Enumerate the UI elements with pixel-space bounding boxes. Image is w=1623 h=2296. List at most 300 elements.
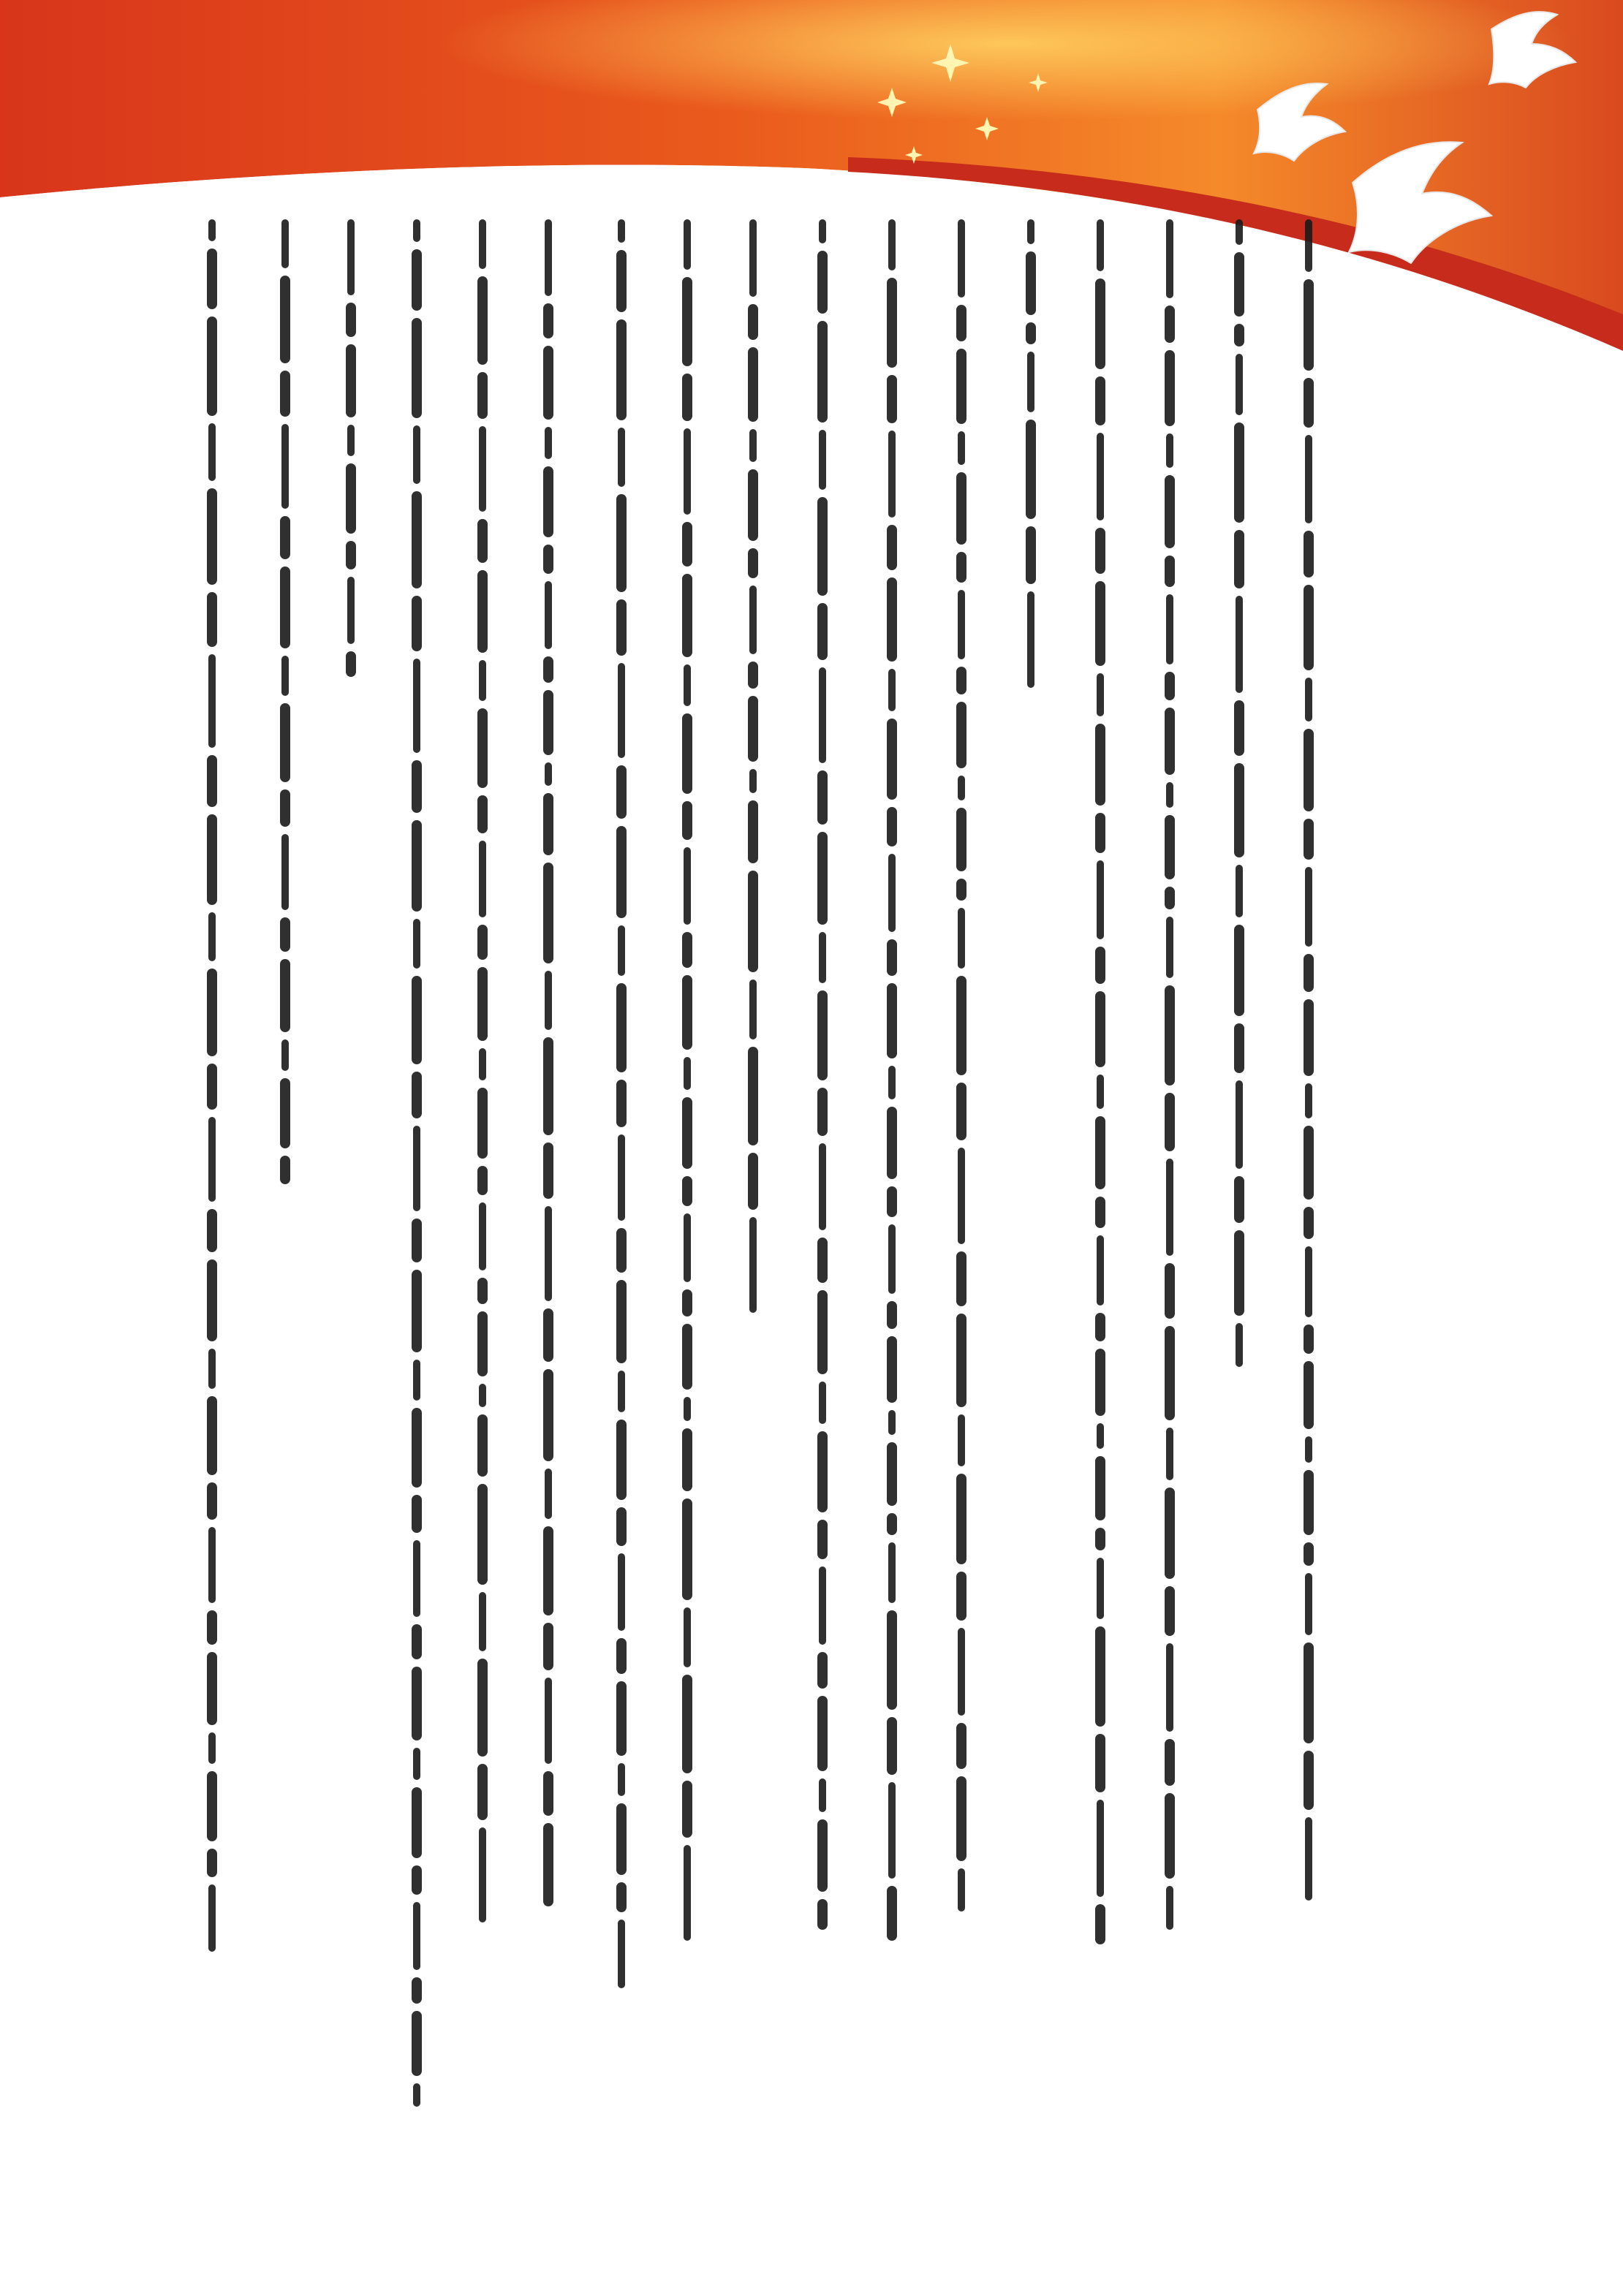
word-glyph: [1234, 530, 1244, 588]
word-glyph: [817, 1431, 828, 1512]
word-glyph: [412, 976, 422, 1064]
word-glyph: [817, 770, 828, 825]
word-glyph: [958, 1148, 965, 1244]
word-glyph: [887, 983, 897, 1058]
word-glyph: [1095, 1528, 1105, 1550]
word-glyph: [1095, 813, 1105, 853]
word-glyph: [749, 980, 757, 1039]
word-glyph: [1165, 1263, 1175, 1319]
word-glyph: [1236, 1080, 1243, 1169]
word-glyph: [543, 1037, 553, 1135]
word-glyph: [208, 912, 216, 961]
word-glyph: [684, 847, 691, 925]
word-glyph: [1166, 1159, 1173, 1256]
word-glyph: [819, 1778, 826, 1812]
word-glyph: [543, 303, 553, 338]
word-glyph: [817, 832, 828, 925]
word-glyph: [1304, 1643, 1314, 1743]
word-glyph: [1095, 1626, 1105, 1727]
word-glyph: [817, 1899, 828, 1930]
word-glyph: [545, 971, 552, 1030]
word-glyph: [1097, 1558, 1104, 1619]
word-glyph: [748, 871, 758, 972]
word-glyph: [958, 219, 965, 298]
word-glyph: [1166, 782, 1173, 808]
word-glyph: [545, 762, 552, 786]
word-glyph: [749, 429, 757, 462]
word-glyph: [958, 431, 965, 465]
word-glyph: [887, 1610, 897, 1710]
word-glyph: [956, 1083, 966, 1140]
word-glyph: [477, 1484, 488, 1585]
word-glyph: [412, 318, 422, 418]
word-glyph: [1097, 1075, 1104, 1109]
word-glyph: [1026, 420, 1036, 519]
word-glyph: [887, 1301, 897, 1329]
word-glyph: [956, 472, 966, 545]
word-glyph: [1097, 1800, 1104, 1897]
word-glyph: [477, 1764, 488, 1820]
word-glyph: [477, 519, 488, 563]
word-glyph: [888, 669, 896, 711]
word-glyph: [208, 1884, 216, 1952]
word-glyph: [887, 577, 897, 662]
word-glyph: [888, 1410, 896, 1435]
word-glyph: [280, 1156, 290, 1184]
word-glyph: [1304, 378, 1314, 428]
word-glyph: [618, 428, 625, 487]
word-glyph: [346, 303, 356, 337]
word-glyph: [413, 1902, 420, 1970]
word-glyph: [208, 219, 216, 241]
word-glyph: [1304, 585, 1314, 670]
word-glyph: [412, 1667, 422, 1740]
word-glyph: [479, 1592, 486, 1651]
word-glyph: [616, 1638, 627, 1674]
word-glyph: [1305, 1573, 1312, 1635]
word-glyph: [1234, 252, 1244, 317]
word-glyph: [543, 863, 553, 963]
word-glyph: [543, 466, 553, 537]
word-glyph: [477, 1088, 488, 1159]
word-glyph: [477, 795, 488, 833]
word-glyph: [684, 1397, 691, 1421]
word-glyph: [477, 570, 488, 653]
word-glyph: [748, 696, 758, 762]
word-glyph: [819, 1143, 826, 1230]
word-glyph: [207, 317, 217, 416]
word-glyph: [1304, 999, 1314, 1076]
word-glyph: [1166, 1886, 1173, 1930]
word-glyph: [748, 800, 758, 863]
word-glyph: [412, 1977, 422, 2004]
word-glyph: [888, 1782, 896, 1879]
word-glyph: [1234, 423, 1244, 523]
word-glyph: [684, 1057, 691, 1090]
word-glyph: [817, 990, 828, 1080]
text-column: [877, 219, 907, 1948]
word-glyph: [543, 346, 553, 420]
word-glyph: [543, 656, 553, 683]
word-glyph: [1095, 581, 1105, 666]
word-glyph: [281, 656, 289, 696]
word-glyph: [347, 577, 355, 644]
word-glyph: [412, 1495, 422, 1533]
word-glyph: [545, 1206, 552, 1301]
word-glyph: [616, 765, 627, 819]
word-glyph: [682, 801, 692, 840]
word-glyph: [887, 719, 897, 800]
word-glyph: [1027, 352, 1034, 412]
word-glyph: [280, 917, 290, 952]
word-glyph: [545, 427, 552, 459]
vertical-text-block: [183, 219, 1426, 2091]
word-glyph: [207, 1849, 217, 1877]
word-glyph: [956, 1474, 966, 1564]
word-glyph: [616, 1507, 627, 1546]
word-glyph: [1305, 1436, 1312, 1463]
word-glyph: [413, 919, 420, 969]
word-glyph: [1165, 475, 1175, 548]
word-glyph: [280, 959, 290, 1032]
word-glyph: [1166, 917, 1173, 978]
word-glyph: [413, 1540, 420, 1617]
word-glyph: [956, 1314, 966, 1407]
word-glyph: [1097, 673, 1104, 716]
word-glyph: [618, 663, 625, 758]
word-glyph: [887, 375, 897, 423]
word-glyph: [543, 1308, 553, 1362]
word-glyph: [207, 488, 217, 585]
word-glyph: [956, 1251, 966, 1306]
word-glyph: [817, 1290, 828, 1374]
word-glyph: [281, 424, 289, 509]
word-glyph: [956, 1723, 966, 1769]
text-column: [808, 219, 837, 1937]
word-glyph: [1165, 887, 1175, 909]
word-glyph: [1304, 531, 1314, 577]
text-column: [1016, 219, 1045, 695]
word-glyph: [887, 278, 897, 368]
word-glyph: [819, 219, 826, 243]
word-glyph: [543, 1771, 553, 1816]
word-glyph: [682, 1781, 692, 1838]
word-glyph: [1236, 865, 1243, 917]
text-column: [1225, 219, 1254, 1374]
word-glyph: [748, 662, 758, 689]
word-glyph: [817, 497, 828, 596]
word-glyph: [207, 592, 217, 647]
word-glyph: [887, 1886, 897, 1941]
word-glyph: [207, 755, 217, 807]
word-glyph: [1095, 1313, 1105, 1341]
word-glyph: [958, 590, 965, 659]
word-glyph: [412, 491, 422, 588]
word-glyph: [684, 428, 691, 515]
word-glyph: [887, 939, 897, 976]
word-glyph: [1234, 1023, 1244, 1073]
word-glyph: [956, 808, 966, 871]
text-column: [1086, 219, 1115, 1952]
word-glyph: [682, 1675, 692, 1773]
word-glyph: [956, 1572, 966, 1621]
word-glyph: [616, 983, 627, 1072]
word-glyph: [817, 1696, 828, 1771]
word-glyph: [1165, 306, 1175, 343]
word-glyph: [817, 1652, 828, 1689]
word-glyph: [1236, 596, 1243, 693]
word-glyph: [1305, 678, 1312, 721]
word-glyph: [819, 1382, 826, 1424]
word-glyph: [956, 305, 966, 341]
word-glyph: [207, 1064, 217, 1110]
text-column: [197, 219, 227, 1959]
word-glyph: [543, 545, 553, 574]
word-glyph: [207, 1610, 217, 1645]
word-glyph: [1095, 528, 1105, 574]
word-glyph: [477, 925, 488, 960]
word-glyph: [280, 276, 290, 363]
word-glyph: [412, 596, 422, 651]
word-glyph: [1304, 1542, 1314, 1566]
word-glyph: [346, 651, 356, 677]
word-glyph: [958, 776, 965, 800]
word-glyph: [281, 834, 289, 910]
word-glyph: [413, 2083, 420, 2107]
word-glyph: [1305, 1246, 1312, 1317]
word-glyph: [1027, 219, 1034, 244]
word-glyph: [682, 374, 692, 421]
word-glyph: [1165, 350, 1175, 426]
word-glyph: [749, 219, 757, 297]
word-glyph: [1236, 354, 1243, 415]
word-glyph: [1095, 1734, 1105, 1792]
word-glyph: [1095, 947, 1105, 984]
word-glyph: [280, 516, 290, 559]
word-glyph: [346, 344, 356, 417]
word-glyph: [684, 1845, 691, 1941]
word-glyph: [618, 219, 625, 243]
word-glyph: [1095, 376, 1105, 425]
word-glyph: [545, 581, 552, 649]
word-glyph: [1097, 860, 1104, 939]
word-glyph: [1095, 1456, 1105, 1520]
word-glyph: [1095, 724, 1105, 806]
word-glyph: [1095, 1349, 1105, 1416]
word-glyph: [412, 760, 422, 813]
word-glyph: [1165, 1093, 1175, 1151]
word-glyph: [958, 1414, 965, 1466]
word-glyph: [1166, 1428, 1173, 1480]
word-glyph: [208, 1117, 216, 1202]
word-glyph: [1095, 1904, 1105, 1944]
word-glyph: [1097, 1235, 1104, 1306]
word-glyph: [413, 1126, 420, 1211]
word-glyph: [616, 826, 627, 918]
word-glyph: [543, 1526, 553, 1615]
word-glyph: [956, 1776, 966, 1861]
word-glyph: [413, 219, 420, 242]
word-glyph: [207, 814, 217, 905]
word-glyph: [207, 1396, 217, 1475]
word-glyph: [477, 1278, 488, 1304]
word-glyph: [1304, 954, 1314, 992]
word-glyph: [817, 1088, 828, 1136]
word-glyph: [477, 1414, 488, 1477]
word-glyph: [887, 1186, 897, 1217]
word-glyph: [413, 1360, 420, 1401]
word-glyph: [1027, 591, 1034, 688]
text-column: [468, 219, 497, 1930]
text-column: [402, 219, 431, 2114]
word-glyph: [682, 932, 692, 968]
word-glyph: [346, 541, 356, 569]
word-glyph: [347, 425, 355, 456]
word-glyph: [1166, 219, 1173, 298]
word-glyph: [1304, 279, 1314, 371]
word-glyph: [545, 219, 552, 296]
word-glyph: [479, 426, 486, 512]
word-glyph: [545, 1678, 552, 1764]
word-glyph: [1305, 867, 1312, 947]
word-glyph: [280, 1078, 290, 1148]
word-glyph: [479, 660, 486, 701]
word-glyph: [1165, 1793, 1175, 1879]
word-glyph: [616, 1280, 627, 1363]
word-glyph: [412, 820, 422, 912]
word-glyph: [956, 349, 966, 424]
text-column: [534, 219, 563, 1914]
word-glyph: [618, 1371, 625, 1412]
word-glyph: [1095, 1197, 1105, 1228]
word-glyph: [412, 2011, 422, 2076]
word-glyph: [958, 908, 965, 969]
word-glyph: [346, 463, 356, 534]
text-column: [270, 219, 300, 1191]
word-glyph: [819, 932, 826, 983]
word-glyph: [749, 1217, 757, 1313]
text-column: [947, 219, 976, 1919]
word-glyph: [956, 667, 966, 694]
word-glyph: [888, 854, 896, 932]
word-glyph: [616, 1803, 627, 1875]
word-glyph: [616, 1681, 627, 1756]
word-glyph: [819, 430, 826, 490]
word-glyph: [207, 249, 217, 309]
word-glyph: [817, 1520, 828, 1559]
word-glyph: [616, 1080, 627, 1127]
word-glyph: [682, 1097, 692, 1169]
word-glyph: [817, 321, 828, 423]
text-column: [1294, 219, 1323, 1908]
word-glyph: [682, 713, 692, 794]
word-glyph: [888, 1066, 896, 1099]
word-glyph: [208, 1349, 216, 1389]
word-glyph: [1166, 1643, 1173, 1732]
word-glyph: [1305, 435, 1312, 523]
word-glyph: [1304, 1325, 1314, 1354]
word-glyph: [1095, 279, 1105, 369]
word-glyph: [1234, 925, 1244, 1016]
word-glyph: [479, 1384, 486, 1407]
word-glyph: [1095, 1116, 1105, 1189]
word-glyph: [684, 1213, 691, 1282]
word-glyph: [347, 219, 355, 295]
word-glyph: [1304, 1751, 1314, 1810]
word-glyph: [412, 1072, 422, 1118]
word-glyph: [1026, 526, 1036, 584]
word-glyph: [543, 1369, 553, 1461]
word-glyph: [618, 1134, 625, 1221]
word-glyph: [1166, 594, 1173, 664]
word-glyph: [1165, 1586, 1175, 1636]
word-glyph: [280, 567, 290, 648]
word-glyph: [280, 703, 290, 782]
word-glyph: [616, 1228, 627, 1273]
word-glyph: [412, 249, 422, 311]
word-glyph: [1236, 219, 1243, 245]
word-glyph: [1165, 1488, 1175, 1579]
word-glyph: [1305, 1083, 1312, 1118]
word-glyph: [958, 1868, 965, 1912]
text-column: [607, 219, 636, 1996]
word-glyph: [1165, 1326, 1175, 1420]
word-glyph: [1304, 729, 1314, 811]
word-glyph: [545, 1469, 552, 1519]
word-glyph: [682, 1176, 692, 1206]
word-glyph: [1304, 1470, 1314, 1535]
word-glyph: [1166, 433, 1173, 468]
word-glyph: [887, 1717, 897, 1775]
word-glyph: [281, 1039, 289, 1071]
word-glyph: [887, 525, 897, 570]
word-glyph: [682, 1499, 692, 1600]
word-glyph: [887, 807, 897, 846]
word-glyph: [412, 1270, 422, 1352]
word-glyph: [616, 1420, 627, 1500]
word-glyph: [682, 1428, 692, 1491]
word-glyph: [682, 975, 692, 1050]
word-glyph: [616, 1882, 627, 1912]
word-glyph: [819, 1566, 826, 1645]
word-glyph: [543, 793, 553, 855]
word-glyph: [1097, 433, 1104, 520]
word-glyph: [1304, 819, 1314, 860]
word-glyph: [479, 1048, 486, 1080]
word-glyph: [208, 1527, 216, 1603]
word-glyph: [1304, 1361, 1314, 1429]
word-glyph: [682, 1324, 692, 1390]
word-glyph: [207, 1652, 217, 1725]
word-glyph: [207, 1259, 217, 1341]
word-glyph: [888, 1224, 896, 1294]
word-glyph: [412, 1787, 422, 1858]
word-glyph: [684, 664, 691, 706]
word-glyph: [207, 1771, 217, 1841]
word-glyph: [748, 548, 758, 578]
word-glyph: [684, 219, 691, 270]
word-glyph: [1165, 985, 1175, 1086]
word-glyph: [1304, 1126, 1314, 1200]
word-glyph: [208, 654, 216, 748]
word-glyph: [1165, 708, 1175, 775]
word-glyph: [748, 1153, 758, 1210]
word-glyph: [543, 1623, 553, 1670]
word-glyph: [618, 925, 625, 976]
word-glyph: [956, 879, 966, 901]
word-glyph: [207, 1482, 217, 1520]
word-glyph: [281, 219, 289, 268]
